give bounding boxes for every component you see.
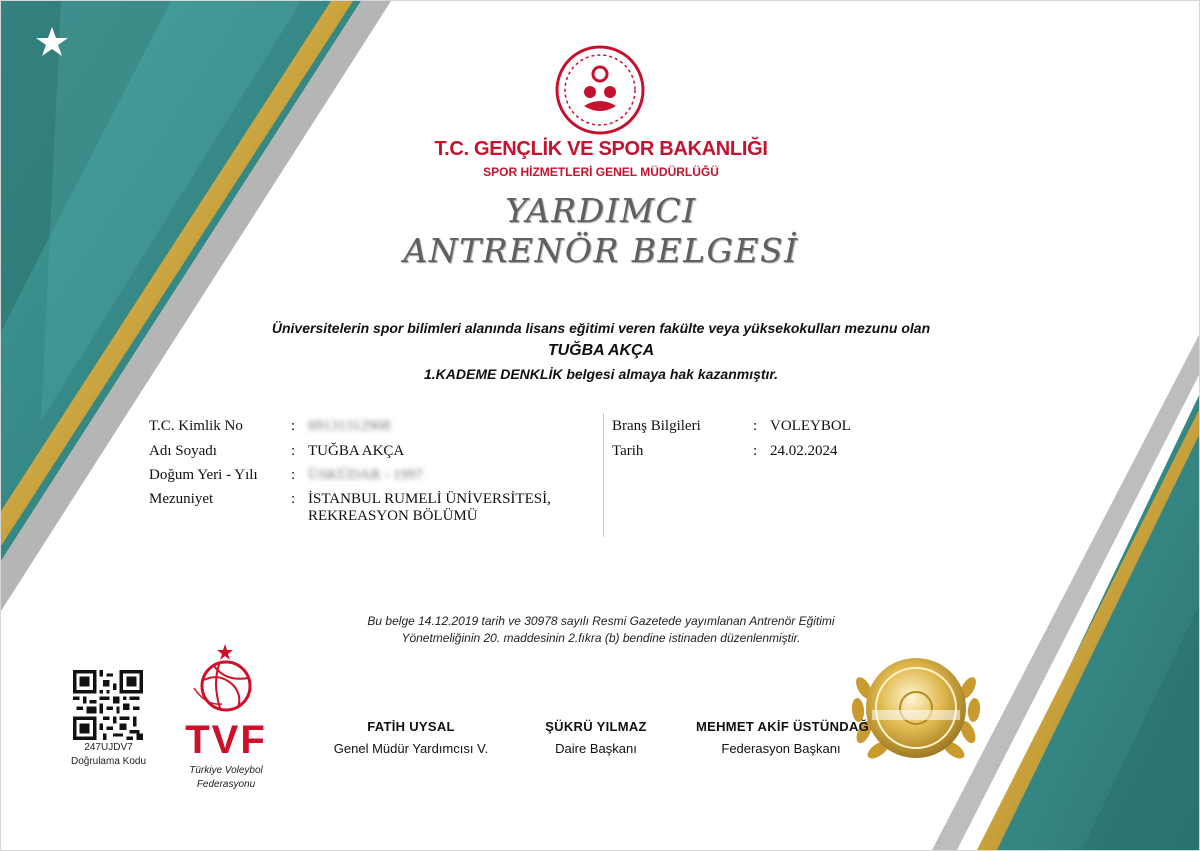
detail-label: Adı Soyadı	[149, 443, 217, 459]
volleyball-logo-icon	[190, 642, 262, 714]
detail-separator: :	[291, 418, 296, 434]
detail-value-date: 24.02.2024	[770, 443, 838, 459]
holder-name: TUĞBA AKÇA	[547, 342, 655, 359]
verification-code-label: Doğrulama Kodu	[70, 756, 147, 767]
detail-value-birth: ÜSKÜDAR - 1997	[308, 467, 424, 483]
detail-value-id-number: 69131312908	[308, 418, 391, 434]
detail-separator: :	[291, 491, 296, 507]
statement-intro: Üniversitelerin spor bilimleri alanında lisans eğitimi veren fakülte veya yüksekokulları mezunu olan	[271, 320, 931, 336]
ministry-emblem-icon	[554, 44, 646, 136]
detail-value-name: TUĞBA AKÇA	[308, 443, 405, 459]
qr-code-icon[interactable]	[73, 670, 143, 740]
detail-label: Doğum Yeri - Yılı	[149, 467, 258, 483]
federation-name-line1: Türkiye Voleybol	[189, 765, 263, 776]
directorate-name: SPOR HİZMETLERİ GENEL MÜDÜRLÜĞÜ	[483, 165, 719, 179]
detail-separator: :	[291, 467, 296, 483]
signatory-title: Daire Başkanı	[555, 741, 637, 756]
signatory-title: Genel Müdür Yardımcısı V.	[333, 741, 489, 756]
certificate-title-line2: ANTRENÖR BELGESİ	[403, 231, 799, 270]
qualification-statement: 1.KADEME DENKLİK belgesi almaya hak kazanmıştır.	[423, 366, 778, 382]
legal-note-line2: Yönetmeliğinin 20. maddesinin 2.fıkra (b) bendine istinaden düzenlenmiştir.	[401, 631, 801, 645]
certificate-title-line1: YARDIMCI	[505, 191, 697, 230]
detail-value-department: REKREASYON BÖLÜMÜ	[308, 508, 478, 524]
detail-label: Branş Bilgileri	[612, 418, 701, 434]
detail-separator: :	[753, 443, 758, 459]
signatory-name: FATİH UYSAL	[367, 719, 455, 734]
detail-label: Mezuniyet	[149, 491, 214, 507]
signatory-name: MEHMET AKİF ÜSTÜNDAĞ	[696, 719, 870, 734]
verification-code: 247UJDV7	[84, 742, 133, 753]
legal-note	[301, 613, 901, 647]
detail-label: Tarih	[612, 443, 644, 459]
detail-value-graduation: İSTANBUL RUMELİ ÜNİVERSİTESİ,	[308, 491, 551, 507]
detail-value-branch: VOLEYBOL	[770, 418, 851, 434]
signatory-title: Federasyon Başkanı	[721, 741, 841, 756]
federation-abbreviation: TVF	[185, 718, 267, 762]
divider	[603, 413, 604, 537]
ministry-name: T.C. GENÇLİK VE SPOR BAKANLIĞI	[434, 138, 768, 160]
signatory-name: ŞÜKRÜ YILMAZ	[545, 719, 647, 734]
federation-name-line2: Federasyonu	[196, 779, 256, 790]
detail-separator: :	[753, 418, 758, 434]
detail-separator: :	[291, 443, 296, 459]
detail-label: T.C. Kimlik No	[149, 418, 243, 434]
legal-note-line1: Bu belge 14.12.2019 tarih ve 30978 sayılı Resmi Gazetede yayımlanan Antrenör Eğitimi	[367, 614, 835, 628]
